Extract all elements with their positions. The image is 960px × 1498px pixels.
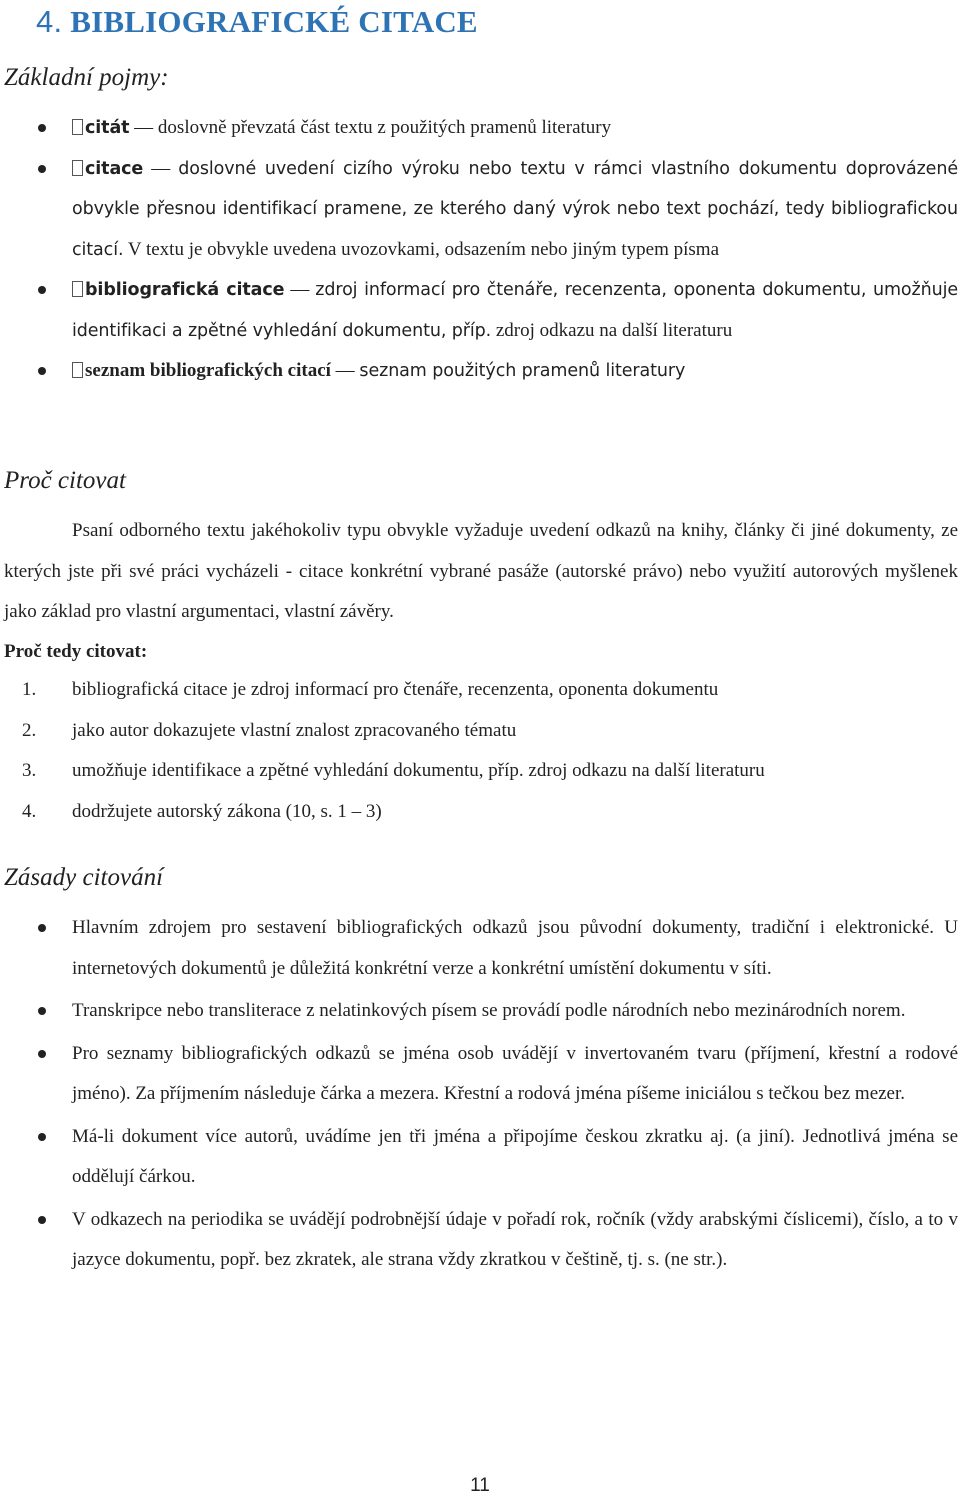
list-item	[0, 908, 958, 989]
list-item	[0, 1117, 958, 1198]
definition-cont: V textu je obvykle uvedena uvozovkami, odsazením nebo jiným typem písma	[127, 238, 720, 260]
list-item	[0, 270, 958, 351]
section-heading-basics: Základní pojmy:	[4, 64, 169, 91]
bullet-icon	[38, 286, 46, 294]
list-item	[0, 108, 958, 149]
em-dash: —	[134, 117, 154, 138]
item-number: 3.	[22, 760, 37, 781]
rules-list	[0, 908, 958, 1281]
basics-list	[0, 108, 958, 392]
item-number: 4.	[22, 800, 37, 822]
page-number: 11	[470, 1475, 490, 1496]
definition: seznam použitých pramenů literatury	[359, 361, 686, 381]
definition: doslovné uvedení cizího výroku nebo textu v rámci vlastního dokumentu doprovázené obvykle přesnou identifikací pramene, ze kterého daný výrok nebo text pochází, tedy bibliografickou citací.	[72, 158, 959, 260]
definition-cont: zdroj odkazu na další literaturu	[495, 319, 733, 341]
section-heading-rules: Zásady citování	[4, 864, 164, 891]
definition: zdroj informací pro čtenáře, recenzenta, oponenta dokumentu, umožňuje identifikaci a zpětné vyhledání dokumentu, příp.	[72, 280, 959, 341]
item-text: Má-li dokument více autorů, uvádíme jen tři jména a připojíme českou zkratku aj. (a jiní). Jednotlivá jména se oddělují čárkou.	[72, 1125, 958, 1187]
term: citace	[85, 158, 144, 179]
bullet-icon	[38, 924, 46, 932]
list-item	[0, 351, 958, 392]
bullet-icon	[38, 1133, 46, 1141]
term: citát	[85, 118, 130, 138]
item-number: 2.	[22, 719, 37, 741]
list-item	[0, 751, 958, 792]
list-item	[0, 1200, 958, 1281]
definition: doslovně převzatá část textu z použitých pramenů literatury	[157, 117, 612, 138]
missing-glyph-icon	[72, 160, 83, 176]
list-item	[0, 711, 958, 752]
item-text: V odkazech na periodika se uvádějí podrobnější údaje v pořadí rok, ročník (vždy arabskými číslicemi), číslo, a to v jazyce dokumentu, popř. bez zkratek, ale strana vždy zkratkou v češtině, tj. s. (ne str.).	[72, 1208, 958, 1270]
list-item	[0, 792, 958, 833]
em-dash: —	[290, 279, 310, 300]
missing-glyph-icon	[72, 362, 83, 378]
em-dash: —	[335, 360, 355, 381]
bullet-icon	[38, 1007, 46, 1015]
list-item	[0, 149, 958, 271]
term: bibliografická citace	[85, 280, 285, 300]
item-text: Hlavním zdrojem pro sestavení bibliografických odkazů jsou původní dokumenty, tradiční i elektronické. U internetových dokumentů je důležitá konkrétní verze a konkrétní umístění dokumentu v síti.	[72, 917, 958, 979]
em-dash: —	[151, 157, 171, 179]
chapter-title-text: BIBLIOGRAFICKÉ CITACE	[70, 4, 478, 39]
list-item	[0, 991, 958, 1032]
list-item	[0, 1034, 958, 1115]
bullet-icon	[38, 367, 46, 375]
bullet-icon	[38, 165, 46, 173]
item-text: Transkripce nebo transliterace z nelatinkových písem se provádí podle národních nebo mezinárodních norem.	[72, 1000, 906, 1021]
term: seznam bibliografických citací	[85, 360, 331, 381]
bullet-icon	[38, 1216, 46, 1224]
list-item	[0, 670, 958, 711]
item-text: bibliografická citace je zdroj informací pro čtenáře, recenzenta, oponenta dokumentu	[72, 679, 719, 700]
chapter-number: 4.	[36, 4, 63, 39]
bullet-icon	[38, 124, 46, 132]
reasons-list	[0, 670, 958, 832]
missing-glyph-icon	[72, 281, 83, 297]
why-paragraph: Psaní odborného textu jakéhokoliv typu obvykle vyžaduje uvedení odkazů na knihy, články či jiné dokumenty, ze kterých jste při své práci vycházeli - citace konkrétní vybrané pasáže (autorské právo) nebo využití autorových myšlenek jako základ pro vlastní argumentaci, vlastní závěry.	[4, 520, 958, 622]
missing-glyph-icon	[72, 119, 83, 135]
bullet-icon	[38, 1050, 46, 1058]
chapter-title	[36, 2, 478, 42]
section-heading-why: Proč citovat	[4, 467, 126, 494]
item-text: dodržujete autorský zákona (10, s. 1 – 3)	[72, 800, 382, 822]
item-text: Pro seznamy bibliografických odkazů se jména osob uvádějí v invertovaném tvaru (příjmení, křestní a rodové jméno). Za příjmením následuje čárka a mezera. Křestní a rodová jména píšeme iniciálou s tečkou bez mezer.	[72, 1042, 958, 1104]
why-subheading: Proč tedy citovat:	[4, 641, 148, 662]
item-number: 1.	[22, 679, 37, 700]
item-text: umožňuje identifikace a zpětné vyhledání dokumentu, příp. zdroj odkazu na další literaturu	[72, 760, 765, 781]
item-text: jako autor dokazujete vlastní znalost zpracovaného tématu	[72, 719, 517, 741]
